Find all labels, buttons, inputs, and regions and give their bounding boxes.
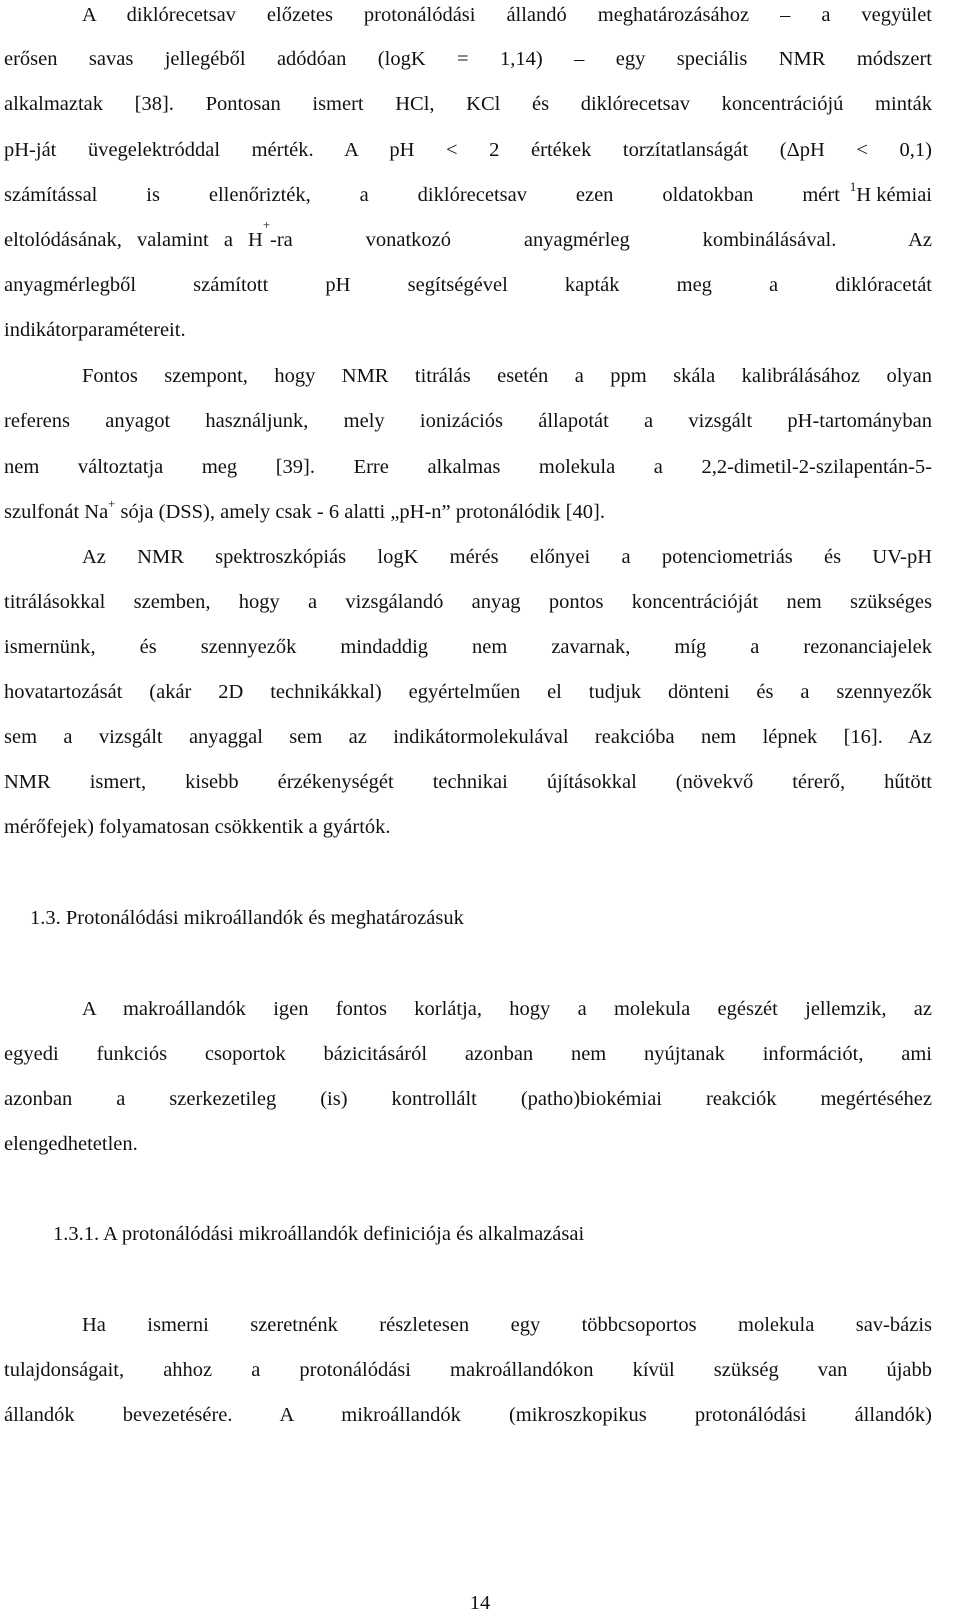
paragraph-3-line-6: NMR ismert, kisebb érzékenységét technikai újításokkal (növekvő térerő, hűtött (4, 771, 932, 793)
paragraph-3-line-3: ismernünk, és szennyezők mindaddig nem zavarnak, míg a rezonanciajelek (4, 636, 932, 658)
paragraph-1-line-4: pH-ját üvegelektróddal mérték. A pH < 2 értékek torzítatlanságát (ΔpH < 0,1) (4, 139, 932, 161)
line-6-text-a: eltolódásának, valamint a H (4, 229, 263, 251)
superscript-plus: + (108, 497, 116, 512)
paragraph-5-line-1: Ha ismerni szeretnénk részletesen egy többcsoportos molekula sav-bázis (82, 1314, 932, 1336)
paragraph-1-line-2: erősen savas jellegéből adódóan (logK = 1,14) – egy speciális NMR módszert (4, 48, 932, 70)
paragraph-1-line-3: alkalmaztak [38]. Pontosan ismert HCl, KCl és diklórecetsav koncentrációjú minták (4, 93, 932, 115)
paragraph-1-line-1: A diklórecetsav előzetes protonálódási állandó meghatározásához – a vegyület (82, 4, 932, 26)
paragraph-4-line-2: egyedi funkciós csoportok bázicitásáról azonban nem nyújtanak információt, ami (4, 1043, 932, 1065)
line-text: sója (DSS), amely csak - 6 alatti „pH-n” protonálódik [40]. (115, 501, 605, 523)
superscript-1: 1 (849, 180, 857, 195)
paragraph-2-line-3: nem változtatja meg [39]. Erre alkalmas molekula a 2,2-dimetil-2-szilapentán-5- (4, 456, 932, 478)
line-text: szulfonát Na (4, 501, 109, 523)
superscript-plus: + (262, 218, 271, 233)
paragraph-5-line-3: állandók bevezetésére. A mikroállandók (mikroszkopikus protonálódási állandók) (4, 1404, 932, 1426)
paragraph-1-line-7: anyagmérlegből számított pH segítségével kapták meg a diklóracetát (4, 274, 932, 296)
section-heading-1-3-1: 1.3.1. A protonálódási mikroállandók definiciója és alkalmazásai (53, 1223, 585, 1245)
paragraph-1-line-5 (4, 182, 932, 208)
page-number: 14 (469, 1592, 491, 1614)
paragraph-2-line-1: Fontos szempont, hogy NMR titrálás esetén a ppm skála kalibrálásához olyan (82, 365, 932, 387)
paragraph-2-line-4 (4, 499, 932, 525)
paragraph-1-line-8: indikátorparamétereit. (4, 319, 186, 341)
section-heading-1-3: 1.3. Protonálódási mikroállandók és meghatározásuk (30, 907, 464, 929)
paragraph-3-line-5: sem a vizsgált anyaggal sem az indikátormolekulával reakcióba nem lépnek [16]. Az (4, 726, 932, 748)
paragraph-3-line-7: mérőfejek) folyamatosan csökkentik a gyártók. (4, 816, 391, 838)
line-5-text-c: H kémiai (856, 184, 932, 206)
paragraph-4-line-1: A makroállandók igen fontos korlátja, hogy a molekula egészét jellemzik, az (82, 998, 932, 1020)
paragraph-5-line-2: tulajdonságait, ahhoz a protonálódási makroállandókon kívül szükség van újabb (4, 1359, 932, 1381)
paragraph-4-line-4: elengedhetetlen. (4, 1133, 138, 1155)
line-6-text-b: -ra vonatkozó anyagmérleg kombinálásával. Az (270, 229, 932, 251)
line-5-text-a: számítással is ellenőrizték, a diklórecetsav ezen oldatokban mért (4, 184, 840, 206)
paragraph-2-line-2: referens anyagot használjunk, mely ionizációs állapotát a vizsgált pH-tartományban (4, 410, 932, 432)
paragraph-3-line-4: hovatartozását (akár 2D technikákkal) egyértelműen el tudjuk dönteni és a szennyezők (4, 681, 932, 703)
paragraph-1-line-6 (4, 218, 932, 253)
paragraph-3-line-2: titrálásokkal szemben, hogy a vizsgálandó anyag pontos koncentrációját nem szükséges (4, 591, 932, 613)
line-5-text-b (850, 182, 932, 208)
paragraph-3-line-1: Az NMR spektroszkópiás logK mérés előnyei a potenciometriás és UV-pH (82, 546, 932, 568)
paragraph-4-line-3: azonban a szerkezetileg (is) kontrollált (patho)biokémiai reakciók megértéséhez (4, 1088, 932, 1110)
